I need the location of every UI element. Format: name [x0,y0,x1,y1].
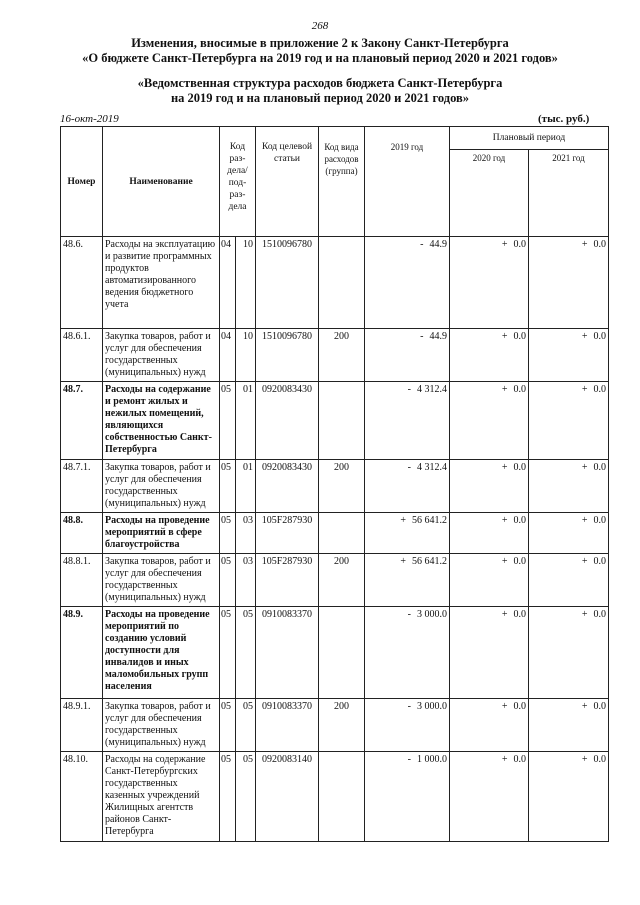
col-section-header: Код раз-дела/ под-раз-дела [220,127,256,237]
row-target: 0920083430 [256,382,319,460]
table-header-row [61,127,609,150]
title-line-2: «О бюджете Санкт-Петербурга на 2019 год и на плановый период 2020 и 2021 годов» [82,51,558,65]
value-amount: 44.9 [429,239,447,250]
value-sign: + [501,609,508,620]
row-number: 48.7. [61,382,103,460]
row-expense-type [319,607,365,699]
value-amount: 0.0 [513,331,526,342]
page-number: 268 [311,20,329,32]
row-subsection: 10 [236,237,256,329]
value-amount: 0.0 [513,239,526,250]
col-target-header: Код целевой статьи [256,127,319,237]
table-row [61,607,609,699]
row-name: Расходы на эксплуатацию и развитие программных продуктов автоматизированного ведения бюджетного учета [103,237,220,329]
document-date: 16-окт-2019 [60,113,119,125]
row-value-2021 [529,237,609,329]
document-title [0,36,640,66]
value-sign: + [581,701,588,712]
row-value-2020 [450,752,529,842]
value-amount: 0.0 [593,515,606,526]
col-expense-type-header: Код вида расходов (группа) [319,127,365,237]
row-name: Закупка товаров, работ и услуг для обеспечения государственных (муниципальных) нужд [103,554,220,607]
row-section: 05 [220,460,236,513]
row-expense-type: 200 [319,699,365,752]
value-sign: + [581,556,588,567]
row-value-2021 [529,699,609,752]
title-line-1: Изменения, вносимые в приложение 2 к Закону Санкт-Петербурга [131,36,509,50]
row-expense-type: 200 [319,460,365,513]
value-amount: 3 000.0 [417,609,447,620]
row-subsection: 10 [236,329,256,382]
value-sign: + [400,556,406,567]
row-name: Закупка товаров, работ и услуг для обеспечения государственных (муниципальных) нужд [103,699,220,752]
col-name-header: Наименование [103,127,220,237]
row-name: Расходы на проведение мероприятий по созданию условий доступности для инвалидов и иных маломобильных групп населения [103,607,220,699]
row-subsection: 05 [236,752,256,842]
value-sign: - [407,462,411,473]
value-amount: 44.9 [429,331,447,342]
row-target: 105F287930 [256,513,319,554]
document-subtitle [0,76,640,106]
value-sign: - [407,701,411,712]
value-sign: - [407,609,411,620]
value-amount: 0.0 [593,754,606,765]
row-section: 05 [220,382,236,460]
row-number: 48.9.1. [61,699,103,752]
row-expense-type [319,382,365,460]
row-section: 05 [220,752,236,842]
row-number: 48.6.1. [61,329,103,382]
row-subsection: 01 [236,460,256,513]
row-value-2019 [365,513,450,554]
row-subsection: 05 [236,699,256,752]
value-sign: + [581,515,588,526]
table-row [61,699,609,752]
value-sign: + [501,331,508,342]
row-number: 48.6. [61,237,103,329]
row-value-2020 [450,554,529,607]
value-sign: - [407,754,411,765]
value-sign: + [400,515,406,526]
row-name: Закупка товаров, работ и услуг для обеспечения государственных (муниципальных) нужд [103,460,220,513]
value-amount: 0.0 [513,701,526,712]
value-sign: + [581,462,588,473]
row-number: 48.9. [61,607,103,699]
value-sign: + [581,384,588,395]
row-target: 105F287930 [256,554,319,607]
row-value-2020 [450,237,529,329]
value-amount: 0.0 [513,384,526,395]
row-value-2019 [365,382,450,460]
value-amount: 0.0 [593,384,606,395]
value-sign: + [501,384,508,395]
row-name: Закупка товаров, работ и услуг для обеспечения государственных (муниципальных) нужд [103,329,220,382]
row-section: 04 [220,329,236,382]
row-value-2021 [529,554,609,607]
row-value-2019 [365,699,450,752]
value-amount: 0.0 [513,754,526,765]
value-amount: 0.0 [593,462,606,473]
row-number: 48.8. [61,513,103,554]
row-number: 48.10. [61,752,103,842]
row-section: 05 [220,554,236,607]
value-amount: 0.0 [513,515,526,526]
subtitle-line-2: на 2019 год и на плановый период 2020 и 2021 годов» [170,91,470,105]
table-row [61,460,609,513]
row-subsection: 03 [236,554,256,607]
row-value-2021 [529,752,609,842]
col-number-header: Номер [61,127,103,237]
value-sign: - [420,239,424,250]
table-row [61,513,609,554]
row-name: Расходы на проведение мероприятий в сфере благоустройства [103,513,220,554]
value-amount: 0.0 [513,609,526,620]
row-value-2019 [365,554,450,607]
row-target: 0920083140 [256,752,319,842]
value-sign: + [501,754,508,765]
value-amount: 4 312.4 [417,462,447,473]
col-2019-header: 2019 год [365,127,450,237]
row-value-2019 [365,329,450,382]
value-sign: + [581,609,588,620]
value-sign: + [581,331,588,342]
row-section: 05 [220,699,236,752]
value-amount: 4 312.4 [417,384,447,395]
row-name: Расходы на содержание и ремонт жилых и нежилых помещений, являющихся собственностью Санкт-Петербурга [103,382,220,460]
row-expense-type [319,513,365,554]
value-amount: 0.0 [593,331,606,342]
subtitle-line-1: «Ведомственная структура расходов бюджета Санкт-Петербурга [137,76,503,90]
value-sign: + [501,239,508,250]
col-2020-header: 2020 год [450,150,529,237]
value-sign: - [420,331,424,342]
row-name: Расходы на содержание Санкт-Петербургских государственных казенных учреждений Жилищных агентств районов Санкт-Петербурга [103,752,220,842]
table-row [61,382,609,460]
row-value-2020 [450,382,529,460]
row-value-2019 [365,607,450,699]
row-expense-type [319,237,365,329]
col-2021-header: 2021 год [529,150,609,237]
row-value-2021 [529,329,609,382]
value-sign: - [407,384,411,395]
row-value-2021 [529,460,609,513]
units-label: (тыс. руб.) [538,113,590,125]
row-value-2019 [365,460,450,513]
value-amount: 0.0 [593,239,606,250]
value-amount: 56 641.2 [412,515,447,526]
value-sign: + [501,515,508,526]
row-target: 1510096780 [256,329,319,382]
row-subsection: 01 [236,382,256,460]
row-expense-type [319,752,365,842]
value-sign: + [501,462,508,473]
row-expense-type: 200 [319,554,365,607]
row-value-2021 [529,382,609,460]
row-value-2020 [450,513,529,554]
value-amount: 0.0 [593,556,606,567]
row-section: 05 [220,513,236,554]
row-value-2020 [450,329,529,382]
table-row [61,329,609,382]
row-number: 48.7.1. [61,460,103,513]
row-target: 0920083430 [256,460,319,513]
row-target: 0910083370 [256,699,319,752]
row-subsection: 03 [236,513,256,554]
row-number: 48.8.1. [61,554,103,607]
value-amount: 0.0 [593,701,606,712]
table-row [61,237,609,329]
value-sign: + [581,754,588,765]
row-value-2019 [365,237,450,329]
col-planned-header: Плановый период [450,127,609,150]
row-section: 04 [220,237,236,329]
row-value-2020 [450,699,529,752]
value-amount: 3 000.0 [417,701,447,712]
row-value-2020 [450,460,529,513]
row-subsection: 05 [236,607,256,699]
row-value-2019 [365,752,450,842]
table-row [61,752,609,842]
value-sign: + [581,239,588,250]
value-amount: 0.0 [513,462,526,473]
row-target: 0910083370 [256,607,319,699]
row-value-2021 [529,607,609,699]
row-target: 1510096780 [256,237,319,329]
row-value-2020 [450,607,529,699]
row-section: 05 [220,607,236,699]
value-amount: 0.0 [513,556,526,567]
budget-table [60,126,609,842]
value-amount: 56 641.2 [412,556,447,567]
row-expense-type: 200 [319,329,365,382]
value-sign: + [501,701,508,712]
row-value-2021 [529,513,609,554]
value-sign: + [501,556,508,567]
value-amount: 0.0 [593,609,606,620]
table-row [61,554,609,607]
value-amount: 1 000.0 [417,754,447,765]
